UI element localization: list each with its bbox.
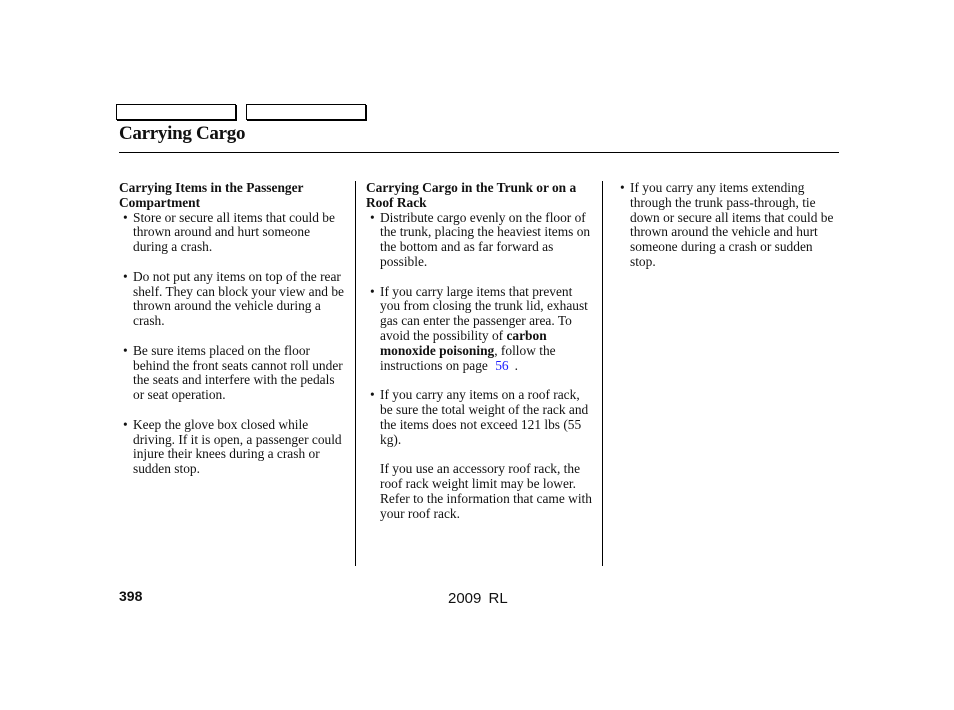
column-trunk-roof-rack bbox=[366, 181, 594, 521]
bullet-icon: • bbox=[370, 283, 375, 299]
list-item: • If you carry any items on a roof rack, be sure the total weight of the rack and the items does not exceed 121 lbs (55 kg). bbox=[370, 387, 589, 447]
roof-rack-note: If you use an accessory roof rack, the roof rack weight limit may be lower. Refer to the information that came with your roof rack. bbox=[380, 461, 592, 521]
list-item: • Store or secure all items that could be thrown around and hurt someone during a crash. bbox=[123, 209, 335, 255]
list-item: • Keep the glove box closed while driving. If it is open, a passenger could injure their knees during a crash or sudden stop. bbox=[123, 416, 342, 477]
list-item: • Distribute cargo evenly on the floor of the trunk, placing the heaviest items on the bottom and as far forward as possible. bbox=[370, 209, 591, 269]
footer-model-label: 2009 RL bbox=[448, 590, 508, 607]
emphasis-text: carbon monoxide poisoning bbox=[380, 327, 547, 358]
list-item: • Do not put any items on top of the rear shelf. They can block your view and be thrown around the vehicle during a crash. bbox=[123, 268, 344, 329]
bullet-icon: • bbox=[123, 416, 128, 432]
bullet-icon: • bbox=[620, 180, 625, 195]
section-heading: Carrying Cargo in the Trunk or on a Roof Rack bbox=[366, 180, 577, 210]
bullet-icon: • bbox=[370, 209, 375, 225]
bullet-icon: • bbox=[123, 268, 128, 284]
bullet-icon: • bbox=[123, 209, 128, 225]
section-heading: Carrying Items in the Passenger Compartment bbox=[119, 180, 304, 210]
page-title: Carrying Cargo bbox=[119, 123, 246, 144]
column-divider bbox=[355, 181, 356, 566]
next-page-button[interactable] bbox=[246, 104, 366, 120]
previous-page-button[interactable] bbox=[116, 104, 236, 120]
page-number: 398 bbox=[119, 588, 143, 604]
list-item: • Be sure items placed on the floor behind the front seats cannot roll under the seats and interfere with the pedals or seat operation. bbox=[123, 342, 343, 403]
page-reference-link[interactable]: 56 bbox=[495, 357, 509, 373]
bullet-icon: • bbox=[123, 342, 128, 358]
column-pass-through bbox=[616, 181, 840, 270]
column-divider bbox=[602, 181, 603, 566]
title-divider bbox=[119, 152, 839, 153]
column-passenger-compartment bbox=[119, 181, 347, 477]
bullet-icon: • bbox=[370, 387, 375, 403]
list-item: • If you carry large items that prevent you from closing the trunk lid, exhaust gas can enter the passenger area. To avoid the possibility of carbon monoxide poisoning, follow the instructions on page 56 . bbox=[370, 283, 588, 373]
list-item: • If you carry any items extending through the trunk pass-through, tie down or secure all items that could be thrown around the vehicle and hurt someone during a crash or sudden stop. bbox=[620, 180, 834, 269]
